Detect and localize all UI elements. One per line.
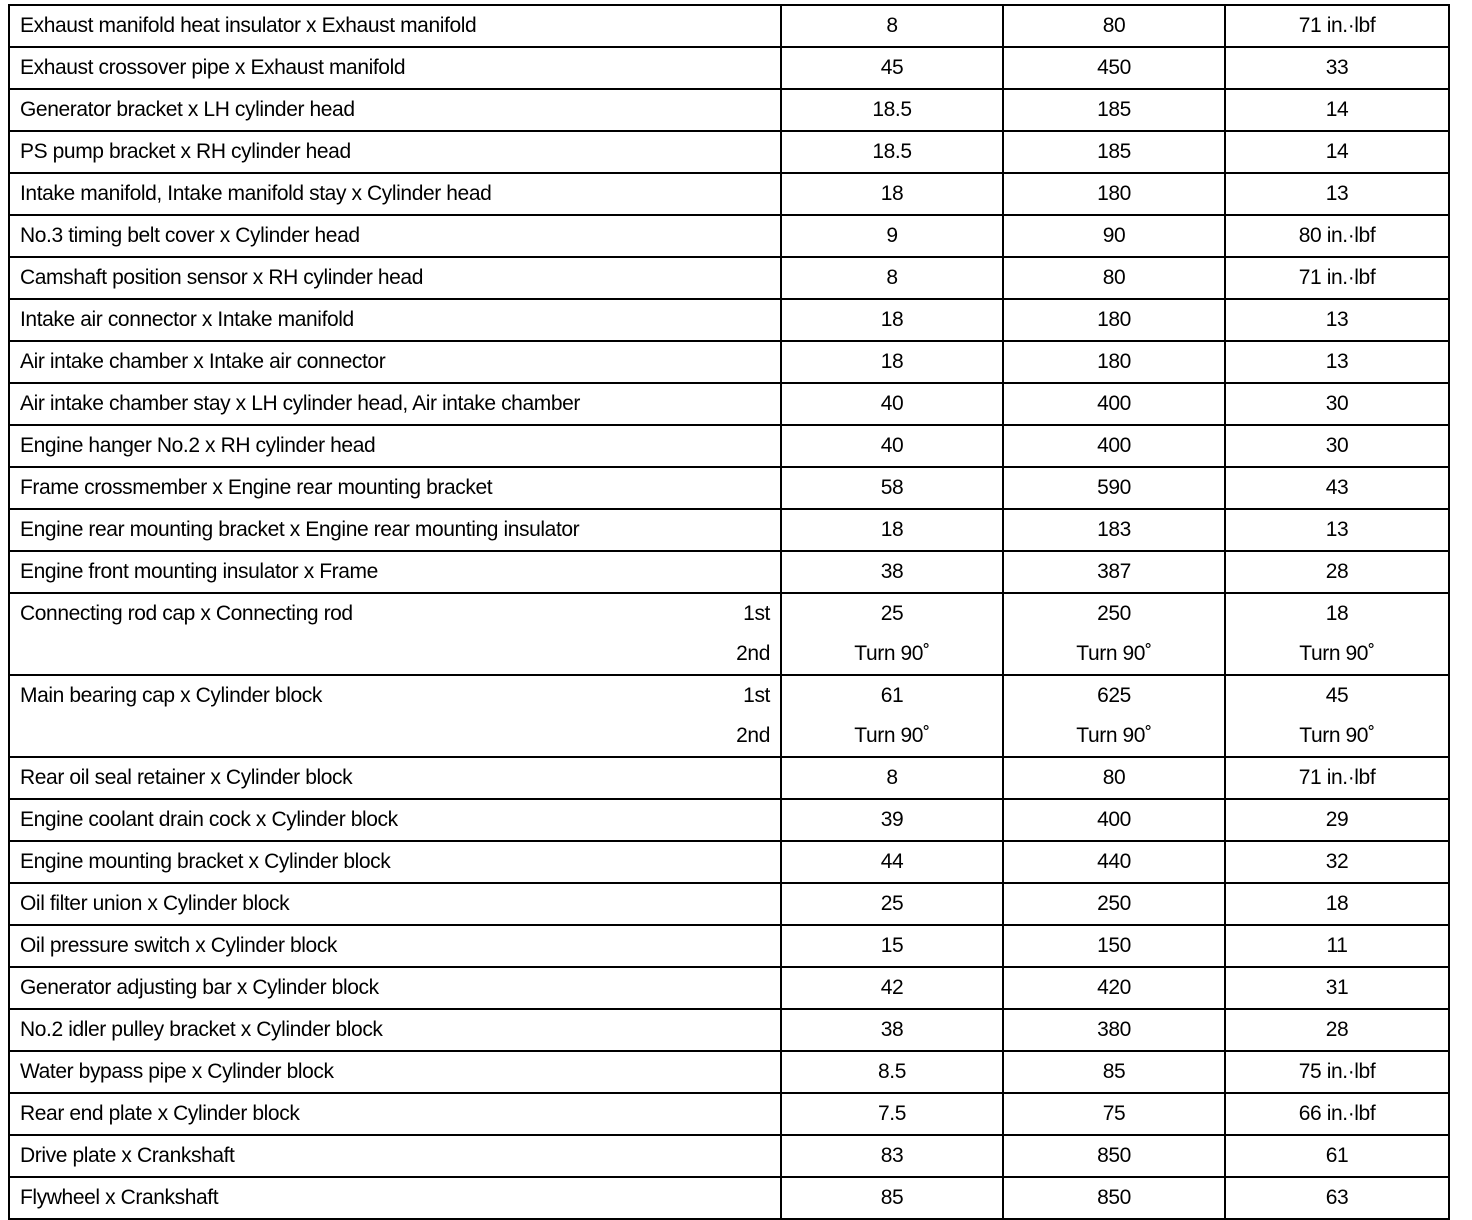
torque-ftlbf-cell-text: 30 bbox=[1325, 434, 1349, 457]
part-name-cell-text: Flywheel x Crankshaft bbox=[20, 1186, 219, 1209]
table-row bbox=[9, 509, 1449, 551]
torque-kgfcm-cell-text: 85 bbox=[1102, 1060, 1126, 1083]
torque-kgfcm-cell-text: 180 bbox=[1097, 350, 1131, 373]
torque-ftlbf-cell-text: 14 bbox=[1325, 140, 1349, 163]
table-row bbox=[9, 47, 1449, 89]
torque-nm-cell-text: 44 bbox=[880, 850, 904, 873]
torque-ftlbf-cell-text: 66 in.·lbf bbox=[1298, 1102, 1376, 1125]
torque-nm-cell bbox=[781, 675, 1003, 757]
torque-nm-cell bbox=[781, 131, 1003, 173]
torque-ftlbf-cell bbox=[1225, 593, 1449, 675]
torque-nm-cell bbox=[781, 5, 1003, 47]
torque-ftlbf-cell-second: Turn 90˚ bbox=[1299, 724, 1375, 747]
torque-ftlbf-cell-text: 14 bbox=[1325, 98, 1349, 121]
part-name-cell bbox=[9, 1093, 781, 1135]
torque-kgfcm-cell-text: 400 bbox=[1097, 392, 1131, 415]
torque-kgfcm-cell-text: 183 bbox=[1097, 518, 1131, 541]
table-row-two-step bbox=[9, 675, 1449, 757]
torque-nm-cell bbox=[781, 799, 1003, 841]
torque-ftlbf-cell bbox=[1225, 967, 1449, 1009]
torque-ftlbf-cell-text: 80 in.·lbf bbox=[1298, 224, 1376, 247]
torque-kgfcm-cell bbox=[1003, 299, 1225, 341]
torque-ftlbf-cell bbox=[1225, 257, 1449, 299]
step-label-first: 1st bbox=[743, 684, 770, 707]
table-row bbox=[9, 551, 1449, 593]
torque-kgfcm-cell-text: 387 bbox=[1097, 560, 1131, 583]
torque-nm-cell bbox=[781, 383, 1003, 425]
part-name-cell bbox=[9, 593, 781, 675]
table-row bbox=[9, 1051, 1449, 1093]
torque-kgfcm-cell-text: 850 bbox=[1097, 1144, 1131, 1167]
part-name-cell-text: Engine mounting bracket x Cylinder block bbox=[20, 850, 391, 873]
torque-nm-cell-text: 18 bbox=[880, 350, 904, 373]
torque-nm-cell-first: 25 bbox=[880, 602, 904, 625]
torque-kgfcm-cell-text: 400 bbox=[1097, 808, 1131, 831]
torque-kgfcm-cell-text: 80 bbox=[1102, 266, 1126, 289]
part-name-text: Main bearing cap x Cylinder block bbox=[20, 684, 322, 707]
torque-nm-cell bbox=[781, 841, 1003, 883]
torque-kgfcm-cell-text: 590 bbox=[1097, 476, 1131, 499]
table-row bbox=[9, 299, 1449, 341]
torque-kgfcm-cell-text: 850 bbox=[1097, 1186, 1131, 1209]
torque-spec-body bbox=[9, 5, 1449, 1219]
table-row bbox=[9, 467, 1449, 509]
torque-nm-cell bbox=[781, 1009, 1003, 1051]
torque-ftlbf-cell bbox=[1225, 551, 1449, 593]
torque-ftlbf-cell-text: 43 bbox=[1325, 476, 1349, 499]
torque-kgfcm-cell bbox=[1003, 131, 1225, 173]
torque-kgfcm-cell bbox=[1003, 1093, 1225, 1135]
part-name-cell bbox=[9, 341, 781, 383]
part-name-cell-text: Water bypass pipe x Cylinder block bbox=[20, 1060, 334, 1083]
part-name-cell-text: Camshaft position sensor x RH cylinder head bbox=[20, 266, 423, 289]
torque-kgfcm-cell-text: 185 bbox=[1097, 98, 1131, 121]
torque-ftlbf-cell-text: 32 bbox=[1325, 850, 1349, 873]
table-row bbox=[9, 215, 1449, 257]
part-name-cell-text: Engine hanger No.2 x RH cylinder head bbox=[20, 434, 376, 457]
torque-kgfcm-cell-text: 180 bbox=[1097, 308, 1131, 331]
part-name-cell-text: Engine coolant drain cock x Cylinder block bbox=[20, 808, 398, 831]
torque-nm-cell bbox=[781, 425, 1003, 467]
torque-nm-cell bbox=[781, 1135, 1003, 1177]
torque-kgfcm-cell-text: 440 bbox=[1097, 850, 1131, 873]
part-name-cell-text: Rear oil seal retainer x Cylinder block bbox=[20, 766, 353, 789]
torque-nm-cell bbox=[781, 257, 1003, 299]
torque-kgfcm-cell bbox=[1003, 967, 1225, 1009]
part-name-cell bbox=[9, 5, 781, 47]
torque-ftlbf-cell-first: 45 bbox=[1325, 684, 1349, 707]
torque-nm-cell-text: 8 bbox=[886, 266, 898, 289]
part-name-cell bbox=[9, 1051, 781, 1093]
torque-kgfcm-cell bbox=[1003, 425, 1225, 467]
torque-spec-table bbox=[8, 4, 1450, 1220]
torque-nm-cell bbox=[781, 47, 1003, 89]
torque-nm-cell-text: 18.5 bbox=[872, 140, 912, 163]
torque-kgfcm-cell bbox=[1003, 1135, 1225, 1177]
torque-ftlbf-cell bbox=[1225, 5, 1449, 47]
torque-kgfcm-cell bbox=[1003, 173, 1225, 215]
torque-ftlbf-cell bbox=[1225, 131, 1449, 173]
part-name-cell bbox=[9, 467, 781, 509]
torque-nm-cell-text: 39 bbox=[880, 808, 904, 831]
torque-nm-cell-text: 38 bbox=[880, 1018, 904, 1041]
part-name-cell-text: Oil pressure switch x Cylinder block bbox=[20, 934, 338, 957]
part-name-cell bbox=[9, 841, 781, 883]
torque-kgfcm-cell bbox=[1003, 593, 1225, 675]
part-name-cell-text: Generator bracket x LH cylinder head bbox=[20, 98, 355, 121]
torque-ftlbf-cell bbox=[1225, 675, 1449, 757]
torque-ftlbf-cell-text: 61 bbox=[1325, 1144, 1349, 1167]
part-name-cell-text: No.3 timing belt cover x Cylinder head bbox=[20, 224, 360, 247]
torque-kgfcm-cell bbox=[1003, 551, 1225, 593]
torque-nm-cell bbox=[781, 593, 1003, 675]
torque-nm-cell-text: 18.5 bbox=[872, 98, 912, 121]
torque-ftlbf-cell bbox=[1225, 173, 1449, 215]
table-row bbox=[9, 383, 1449, 425]
part-name-cell bbox=[9, 1177, 781, 1219]
part-name-cell bbox=[9, 509, 781, 551]
torque-ftlbf-cell-text: 13 bbox=[1325, 308, 1349, 331]
torque-nm-cell-text: 18 bbox=[880, 182, 904, 205]
torque-nm-cell-text: 42 bbox=[880, 976, 904, 999]
part-name-cell bbox=[9, 131, 781, 173]
torque-ftlbf-cell bbox=[1225, 1009, 1449, 1051]
torque-nm-cell-text: 15 bbox=[880, 934, 904, 957]
torque-kgfcm-cell-text: 185 bbox=[1097, 140, 1131, 163]
torque-ftlbf-cell bbox=[1225, 341, 1449, 383]
torque-nm-cell-text: 45 bbox=[880, 56, 904, 79]
table-row bbox=[9, 967, 1449, 1009]
torque-nm-cell-text: 40 bbox=[880, 434, 904, 457]
table-row bbox=[9, 1177, 1449, 1219]
table-row bbox=[9, 883, 1449, 925]
table-row bbox=[9, 799, 1449, 841]
table-row bbox=[9, 425, 1449, 467]
torque-nm-cell-text: 8 bbox=[886, 766, 898, 789]
torque-nm-cell bbox=[781, 89, 1003, 131]
torque-ftlbf-cell bbox=[1225, 1051, 1449, 1093]
torque-nm-cell-text: 9 bbox=[886, 224, 898, 247]
part-name-cell-text: PS pump bracket x RH cylinder head bbox=[20, 140, 351, 163]
torque-nm-cell bbox=[781, 341, 1003, 383]
torque-ftlbf-cell-text: 71 in.·lbf bbox=[1298, 766, 1376, 789]
part-name-cell-text: Exhaust manifold heat insulator x Exhaust manifold bbox=[20, 14, 477, 37]
part-name-cell-text: Air intake chamber x Intake air connector bbox=[20, 350, 386, 373]
torque-ftlbf-cell-text: 33 bbox=[1325, 56, 1349, 79]
torque-nm-cell-text: 58 bbox=[880, 476, 904, 499]
torque-nm-cell bbox=[781, 967, 1003, 1009]
torque-kgfcm-cell bbox=[1003, 883, 1225, 925]
torque-nm-cell-text: 40 bbox=[880, 392, 904, 415]
torque-nm-cell-text: 83 bbox=[880, 1144, 904, 1167]
table-row bbox=[9, 1009, 1449, 1051]
torque-ftlbf-cell-text: 29 bbox=[1325, 808, 1349, 831]
torque-nm-cell bbox=[781, 299, 1003, 341]
torque-kgfcm-cell-text: 75 bbox=[1102, 1102, 1126, 1125]
torque-kgfcm-cell-first: 625 bbox=[1097, 684, 1131, 707]
part-name-cell bbox=[9, 425, 781, 467]
torque-nm-cell-text: 8 bbox=[886, 14, 898, 37]
step-label-first: 1st bbox=[743, 602, 770, 625]
torque-kgfcm-cell-text: 80 bbox=[1102, 766, 1126, 789]
part-name-cell-text: Frame crossmember x Engine rear mounting bracket bbox=[20, 476, 493, 499]
torque-kgfcm-cell bbox=[1003, 47, 1225, 89]
torque-ftlbf-cell bbox=[1225, 299, 1449, 341]
torque-ftlbf-cell bbox=[1225, 1177, 1449, 1219]
step-label-second: 2nd bbox=[736, 724, 770, 747]
torque-ftlbf-cell-text: 28 bbox=[1325, 1018, 1349, 1041]
torque-nm-cell bbox=[781, 1177, 1003, 1219]
torque-ftlbf-cell bbox=[1225, 425, 1449, 467]
torque-nm-cell bbox=[781, 509, 1003, 551]
part-name-cell bbox=[9, 757, 781, 799]
part-name-cell bbox=[9, 383, 781, 425]
part-name-cell-text: Intake manifold, Intake manifold stay x Cylinder head bbox=[20, 182, 492, 205]
table-row bbox=[9, 1093, 1449, 1135]
torque-ftlbf-cell bbox=[1225, 1135, 1449, 1177]
torque-kgfcm-cell-text: 450 bbox=[1097, 56, 1131, 79]
torque-nm-cell bbox=[781, 173, 1003, 215]
torque-kgfcm-cell-text: 80 bbox=[1102, 14, 1126, 37]
part-name-cell-text: Generator adjusting bar x Cylinder block bbox=[20, 976, 379, 999]
torque-kgfcm-cell-text: 420 bbox=[1097, 976, 1131, 999]
torque-kgfcm-cell-text: 380 bbox=[1097, 1018, 1131, 1041]
torque-nm-cell-first: 61 bbox=[880, 684, 904, 707]
torque-nm-cell-text: 8.5 bbox=[878, 1060, 906, 1083]
torque-kgfcm-cell-second: Turn 90˚ bbox=[1076, 642, 1152, 665]
torque-ftlbf-cell-text: 31 bbox=[1325, 976, 1349, 999]
part-name-cell-text: Exhaust crossover pipe x Exhaust manifold bbox=[20, 56, 406, 79]
part-name-cell bbox=[9, 257, 781, 299]
torque-kgfcm-cell bbox=[1003, 675, 1225, 757]
part-name-cell bbox=[9, 1135, 781, 1177]
torque-ftlbf-cell-text: 75 in.·lbf bbox=[1298, 1060, 1376, 1083]
part-name-cell bbox=[9, 675, 781, 757]
part-name-cell bbox=[9, 925, 781, 967]
part-name-cell-text: Oil filter union x Cylinder block bbox=[20, 892, 290, 915]
part-name-cell-text: Drive plate x Crankshaft bbox=[20, 1144, 235, 1167]
torque-ftlbf-cell-text: 13 bbox=[1325, 350, 1349, 373]
part-name-cell bbox=[9, 89, 781, 131]
torque-kgfcm-cell bbox=[1003, 799, 1225, 841]
torque-ftlbf-cell bbox=[1225, 47, 1449, 89]
part-name-cell bbox=[9, 215, 781, 257]
torque-kgfcm-cell bbox=[1003, 89, 1225, 131]
table-row bbox=[9, 89, 1449, 131]
torque-nm-cell bbox=[781, 215, 1003, 257]
table-row bbox=[9, 173, 1449, 215]
torque-ftlbf-cell bbox=[1225, 841, 1449, 883]
torque-ftlbf-cell-text: 71 in.·lbf bbox=[1298, 266, 1376, 289]
part-name-cell bbox=[9, 967, 781, 1009]
torque-kgfcm-cell bbox=[1003, 1051, 1225, 1093]
torque-kgfcm-cell bbox=[1003, 1009, 1225, 1051]
torque-nm-cell-text: 7.5 bbox=[878, 1102, 906, 1125]
part-name-cell bbox=[9, 551, 781, 593]
torque-ftlbf-cell bbox=[1225, 215, 1449, 257]
torque-ftlbf-cell-text: 71 in.·lbf bbox=[1298, 14, 1376, 37]
torque-kgfcm-cell bbox=[1003, 383, 1225, 425]
torque-ftlbf-cell-first: 18 bbox=[1325, 602, 1349, 625]
torque-kgfcm-cell-text: 150 bbox=[1097, 934, 1131, 957]
table-row bbox=[9, 257, 1449, 299]
table-row bbox=[9, 131, 1449, 173]
table-row bbox=[9, 757, 1449, 799]
torque-kgfcm-cell-first: 250 bbox=[1097, 602, 1131, 625]
torque-nm-cell bbox=[781, 1051, 1003, 1093]
part-name-cell-text: Engine front mounting insulator x Frame bbox=[20, 560, 378, 583]
part-name-cell-text: Air intake chamber stay x LH cylinder head, Air intake chamber bbox=[20, 392, 580, 415]
torque-nm-cell-text: 38 bbox=[880, 560, 904, 583]
torque-ftlbf-cell bbox=[1225, 757, 1449, 799]
part-name-text: Connecting rod cap x Connecting rod bbox=[20, 602, 353, 625]
table-row bbox=[9, 5, 1449, 47]
torque-nm-cell-text: 18 bbox=[880, 518, 904, 541]
torque-ftlbf-cell-text: 63 bbox=[1325, 1186, 1349, 1209]
torque-kgfcm-cell bbox=[1003, 509, 1225, 551]
part-name-cell-text: Engine rear mounting bracket x Engine rear mounting insulator bbox=[20, 518, 580, 541]
torque-nm-cell bbox=[781, 1093, 1003, 1135]
step-label-second: 2nd bbox=[736, 642, 770, 665]
torque-kgfcm-cell bbox=[1003, 5, 1225, 47]
torque-ftlbf-cell bbox=[1225, 799, 1449, 841]
torque-ftlbf-cell bbox=[1225, 883, 1449, 925]
torque-kgfcm-cell bbox=[1003, 341, 1225, 383]
torque-kgfcm-cell-text: 180 bbox=[1097, 182, 1131, 205]
part-name-cell bbox=[9, 883, 781, 925]
part-name-cell bbox=[9, 173, 781, 215]
torque-nm-cell-text: 85 bbox=[880, 1186, 904, 1209]
part-name-cell-text: Intake air connector x Intake manifold bbox=[20, 308, 354, 331]
torque-ftlbf-cell bbox=[1225, 383, 1449, 425]
torque-kgfcm-cell bbox=[1003, 467, 1225, 509]
torque-nm-cell-second: Turn 90˚ bbox=[854, 724, 930, 747]
torque-kgfcm-cell-text: 400 bbox=[1097, 434, 1131, 457]
part-name-cell bbox=[9, 299, 781, 341]
table-row bbox=[9, 925, 1449, 967]
torque-ftlbf-cell-text: 13 bbox=[1325, 182, 1349, 205]
torque-nm-cell bbox=[781, 757, 1003, 799]
torque-kgfcm-cell bbox=[1003, 841, 1225, 883]
torque-nm-cell bbox=[781, 883, 1003, 925]
torque-kgfcm-cell bbox=[1003, 1177, 1225, 1219]
torque-kgfcm-cell bbox=[1003, 757, 1225, 799]
torque-ftlbf-cell bbox=[1225, 1093, 1449, 1135]
torque-ftlbf-cell-text: 18 bbox=[1325, 892, 1349, 915]
torque-ftlbf-cell bbox=[1225, 509, 1449, 551]
torque-ftlbf-cell-second: Turn 90˚ bbox=[1299, 642, 1375, 665]
torque-ftlbf-cell bbox=[1225, 89, 1449, 131]
torque-nm-cell-text: 25 bbox=[880, 892, 904, 915]
torque-kgfcm-cell bbox=[1003, 215, 1225, 257]
torque-ftlbf-cell bbox=[1225, 467, 1449, 509]
torque-nm-cell bbox=[781, 925, 1003, 967]
torque-nm-cell-text: 18 bbox=[880, 308, 904, 331]
torque-ftlbf-cell-text: 28 bbox=[1325, 560, 1349, 583]
table-row bbox=[9, 1135, 1449, 1177]
torque-kgfcm-cell bbox=[1003, 925, 1225, 967]
part-name-cell bbox=[9, 1009, 781, 1051]
torque-kgfcm-cell-text: 90 bbox=[1102, 224, 1126, 247]
torque-nm-cell bbox=[781, 551, 1003, 593]
table-row bbox=[9, 841, 1449, 883]
part-name-cell bbox=[9, 799, 781, 841]
table-row-two-step bbox=[9, 593, 1449, 675]
table-row bbox=[9, 341, 1449, 383]
torque-ftlbf-cell-text: 30 bbox=[1325, 392, 1349, 415]
torque-ftlbf-cell-text: 13 bbox=[1325, 518, 1349, 541]
part-name-cell-text: No.2 idler pulley bracket x Cylinder block bbox=[20, 1018, 383, 1041]
part-name-cell-text: Rear end plate x Cylinder block bbox=[20, 1102, 300, 1125]
torque-kgfcm-cell bbox=[1003, 257, 1225, 299]
torque-nm-cell-second: Turn 90˚ bbox=[854, 642, 930, 665]
torque-kgfcm-cell-second: Turn 90˚ bbox=[1076, 724, 1152, 747]
torque-ftlbf-cell-text: 11 bbox=[1326, 934, 1348, 957]
torque-nm-cell bbox=[781, 467, 1003, 509]
torque-kgfcm-cell-text: 250 bbox=[1097, 892, 1131, 915]
part-name-cell bbox=[9, 47, 781, 89]
torque-ftlbf-cell bbox=[1225, 925, 1449, 967]
